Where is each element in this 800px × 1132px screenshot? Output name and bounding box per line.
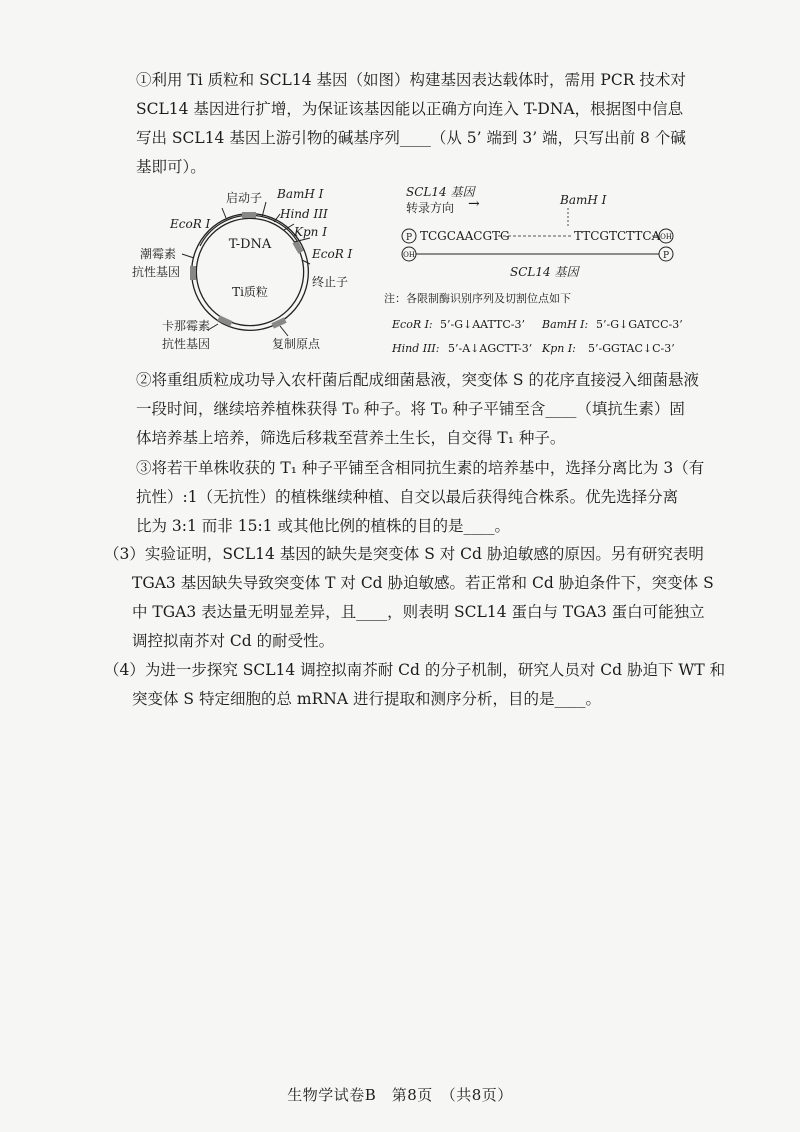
ecori-site-seq: 5’-G↓AATTC-3’ [440,318,526,331]
question-2-part-2 [136,366,706,453]
text-line: ②将重组质粒成功导入农杆菌后配成细菌悬液，突变体 S 的花序直接浸入细菌悬液 [136,371,699,389]
promoter-label: 启动子 [226,191,263,205]
text-line: （4）为进一步探究 SCL14 调控拟南芥耐 Cd 的分子机制，研究人员对 Cd 胁迫下 WT 和 [104,661,726,679]
ori-label: 复制原点 [272,337,321,351]
top-strand-left-seq: TCGCAACGTG [420,229,510,243]
ti-plasmid-diagram [132,187,353,351]
text-line: SCL14 基因进行扩增，为保证该基因能以正确方向连入 T-DNA，根据图中信息 [136,100,684,118]
text-line: 抗性）:1（无抗性）的植株继续种植、自交以最后获得纯合株系。优先选择分离 [136,488,679,506]
ecori-left-site-label: EcoR I [170,217,211,231]
text-line: ③将若干单株收获的 T₁ 种子平铺至含相同抗生素的培养基中，选择分离比为 3（有 [136,459,705,477]
text-line: 一段时间，继续培养植株获得 T₀ 种子。将 T₀ 种子平铺至含____（填抗生素）固 [136,400,685,418]
top-strand-right-seq: TTCGTCTTCA [574,229,661,243]
text-line: TGA3 基因缺失导致突变体 T 对 Cd 胁迫敏感。若正常和 Cd 胁迫条件下，突变体 S [132,574,714,592]
kpni-site-label: Kpn I [294,225,327,239]
text-line: 写出 SCL14 基因上游引物的碱基序列____（从 5’ 端到 3’ 端，只写出前 8 个碱 [136,129,686,147]
kpni-site-enzyme: Kpn I: [542,342,576,355]
t-dna-label: T-DNA [228,237,272,252]
ti-plasmid-label: Ti质粒 [232,285,268,299]
hyg-resistance-block [190,266,196,280]
bamhi-site-label: BamH I [277,187,324,201]
scl14-gene-label: SCL14 基因 [510,265,579,279]
text-line: 调控拟南芥对 Cd 的耐受性。 [132,632,335,650]
question-2-part-1 [136,66,706,182]
hindiii-site-label: Hind III [280,207,328,221]
phosphate-mark: P [405,233,413,243]
arrow-right-icon: → [468,196,480,212]
kan-resistance-label-1: 卡那霉素 [162,319,211,333]
question-4 [104,656,726,714]
page-footer: 生物学试卷B 第8页 （共8页） [287,1086,513,1104]
ecori-site-enzyme: EcoR I: [392,318,433,331]
ecori-right-site-label: EcoR I [312,247,353,261]
phosphate-mark-bottom: P [662,251,670,261]
text-line: 比为 3:1 而非 15:1 或其他比例的植株的目的是____。 [136,517,510,535]
kpni-site-seq: 5’-GGTAC↓C-3’ [588,342,675,355]
text-line: 中 TGA3 表达量无明显差异，且____，则表明 SCL14 蛋白与 TGA3 蛋白可能独立 [132,603,705,621]
hydroxyl-mark-bottom: OH [403,251,415,259]
hindiii-site-enzyme: Hind III: [392,342,440,355]
hyg-resistance-label-1: 潮霉素 [140,247,177,261]
hydroxyl-mark: OH [660,233,672,241]
text-line: 突变体 S 特定细胞的总 mRNA 进行提取和测序分析，目的是____。 [132,690,601,708]
gene-direction-label-1: SCL14 基因 [406,185,475,199]
scl14-gene-diagram [384,185,683,355]
bamhi-site-enzyme: BamH I: [542,318,589,331]
hyg-resistance-label-2: 抗性基因 [132,265,181,279]
question-2-part-3 [136,454,706,541]
bamhi-site-seq: 5’-G↓GATCC-3’ [596,318,683,331]
promoter-block [242,212,256,218]
text-line: 基即可）。 [136,158,206,176]
hindiii-site-seq: 5’-A↓AGCTT-3’ [448,342,533,355]
kan-resistance-label-2: 抗性基因 [162,337,211,351]
gene-direction-label-2: 转录方向 [406,201,455,215]
text-line: ①利用 Ti 质粒和 SCL14 基因（如图）构建基因表达载体时，需用 PCR 技术对 [136,71,686,89]
question-3 [104,540,714,656]
plasmid-and-gene-figure [122,184,702,360]
gene-bamhi-label: BamH I [560,193,607,207]
enzyme-note: 注：各限制酶识别序列及切割位点如下 [384,292,571,305]
text-line: 体培养基上培养，筛选后移栽至营养土生长，自交得 T₁ 种子。 [136,429,566,447]
terminator-label: 终止子 [312,275,349,289]
text-line: （3）实验证明，SCL14 基因的缺失是突变体 S 对 Cd 胁迫敏感的原因。另有研究表明 [104,545,704,563]
